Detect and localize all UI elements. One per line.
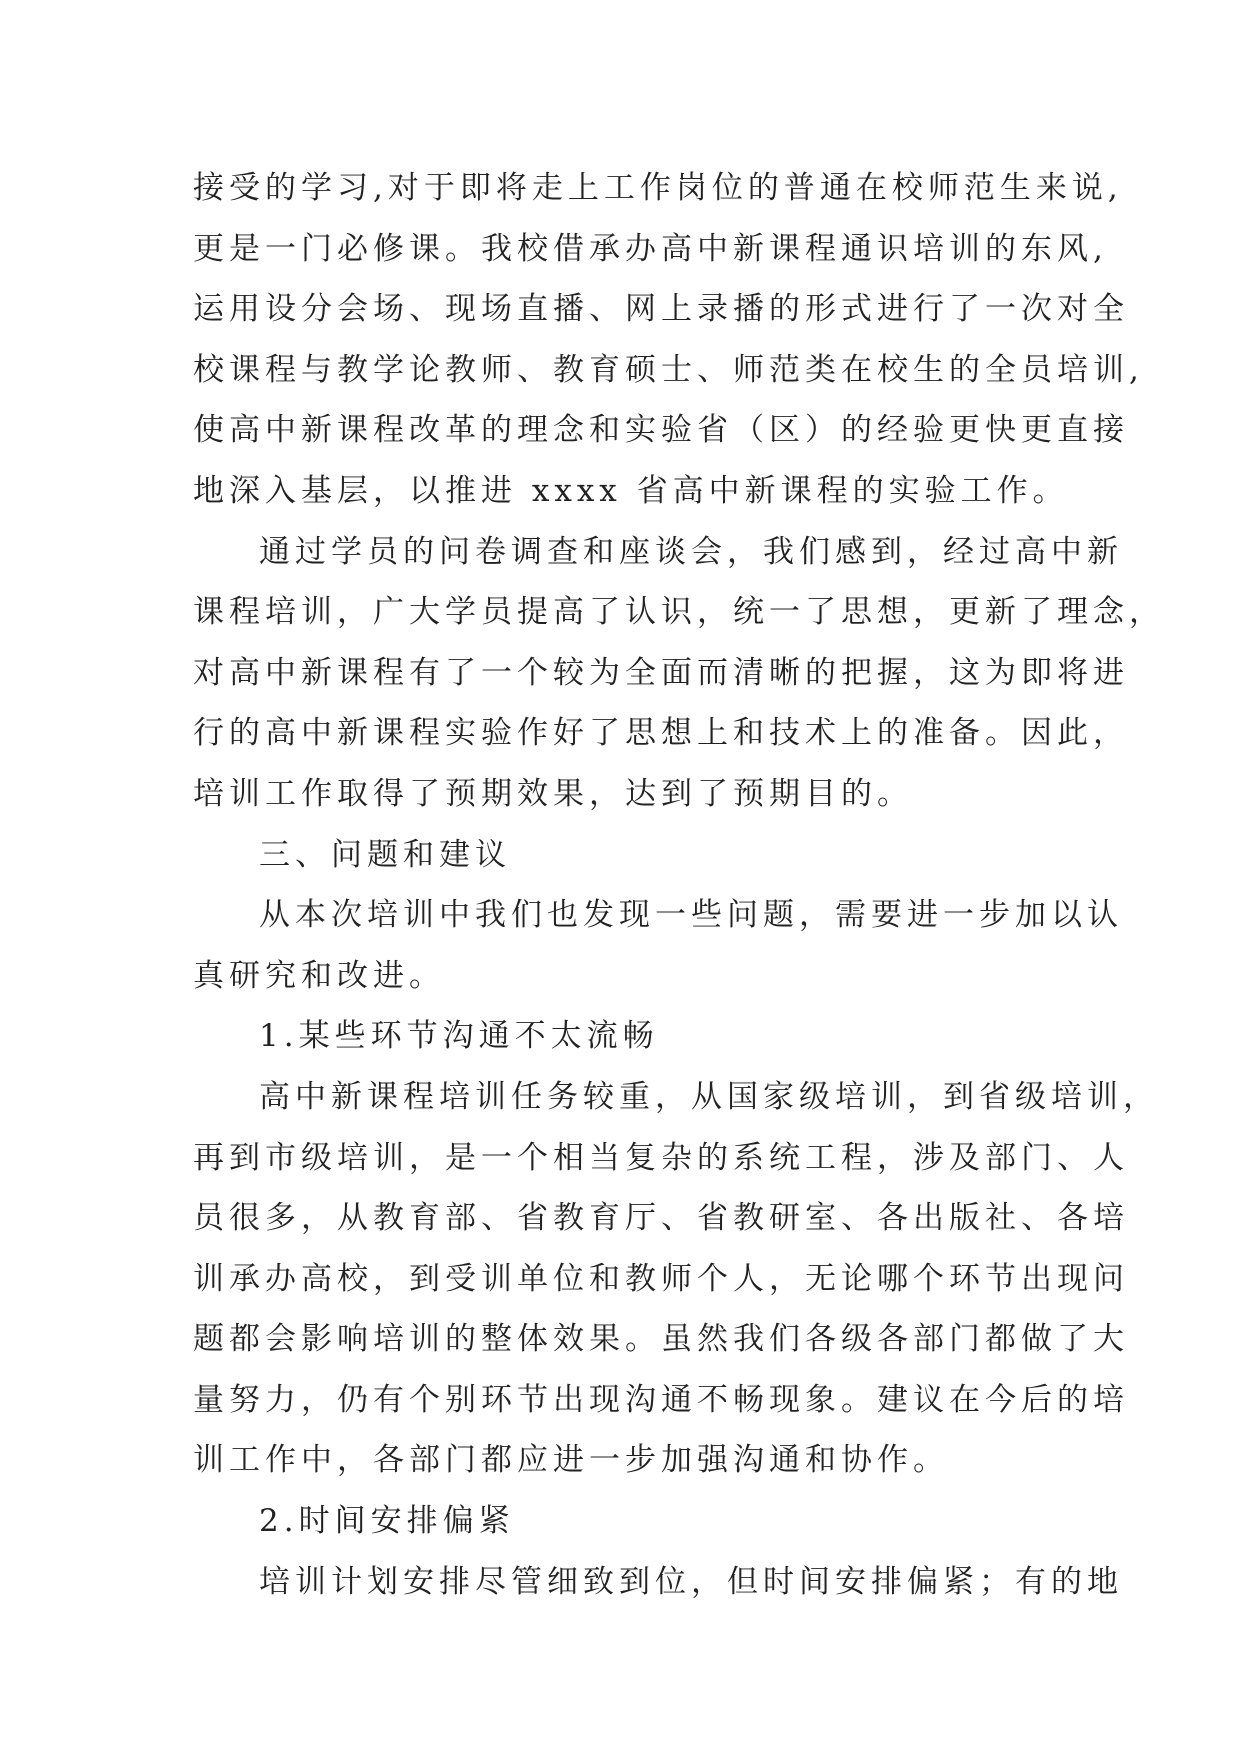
text-line: 2.时间安排偏紧 (259, 1503, 515, 1540)
text-line: 训承办高校，到受训单位和教师个人，无论哪个环节出现问 (193, 1260, 1129, 1297)
text-line: 更是一门必修课。我校借承办高中新课程通识培训的东风, (193, 230, 1108, 267)
text-line: 运用设分会场、现场直播、网上录播的形式进行了一次对全 (193, 291, 1129, 328)
text-line: 行的高中新课程实验作好了思想上和技术上的准备。因此， (193, 715, 1129, 752)
text-line: 真研究和改进。 (193, 957, 445, 994)
text-line: 课程培训，广大学员提高了认识，统一了思想，更新了理念， (193, 594, 1165, 631)
text-line: 地深入基层，以推进 xxxx 省高中新课程的实验工作。 (193, 472, 1069, 509)
text-line: 使高中新课程改革的理念和实验省（区）的经验更快更直接 (193, 412, 1129, 449)
text-line: 对高中新课程有了一个较为全面而清晰的把握，这为即将进 (193, 654, 1129, 691)
text-line: 培训计划安排尽管细致到位，但时间安排偏紧；有的地 (259, 1563, 1123, 1600)
text-line: 从本次培训中我们也发现一些问题，需要进一步加以认 (259, 897, 1123, 934)
text-line: 培训工作取得了预期效果，达到了预期目的。 (193, 775, 913, 812)
document-body (193, 158, 1165, 1612)
text-line: 高中新课程培训任务较重，从国家级培训，到省级培训， (259, 1078, 1159, 1115)
text-line: 再到市级培训，是一个相当复杂的系统工程，涉及部门、人 (193, 1139, 1129, 1176)
text-line: 员很多，从教育部、省教育厅、省教研室、各出版社、各培 (193, 1200, 1129, 1237)
text-line: 训工作中，各部门都应进一步加强沟通和协作。 (193, 1442, 949, 1479)
text-line: 1.某些环节沟通不太流畅 (259, 1018, 659, 1055)
text-line: 通过学员的问卷调查和座谈会，我们感到，经过高中新 (259, 533, 1123, 570)
text-line: 接受的学习,对于即将走上工作岗位的普通在校师范生来说, (193, 170, 1123, 206)
text-line: 三、问题和建议 (259, 836, 511, 873)
text-line: 校课程与教学论教师、教育硕士、师范类在校生的全员培训, (193, 351, 1144, 388)
text-line: 题都会影响培训的整体效果。虽然我们各级各部门都做了大 (193, 1321, 1129, 1358)
text-line: 量努力，仍有个别环节出现沟通不畅现象。建议在今后的培 (193, 1381, 1129, 1418)
